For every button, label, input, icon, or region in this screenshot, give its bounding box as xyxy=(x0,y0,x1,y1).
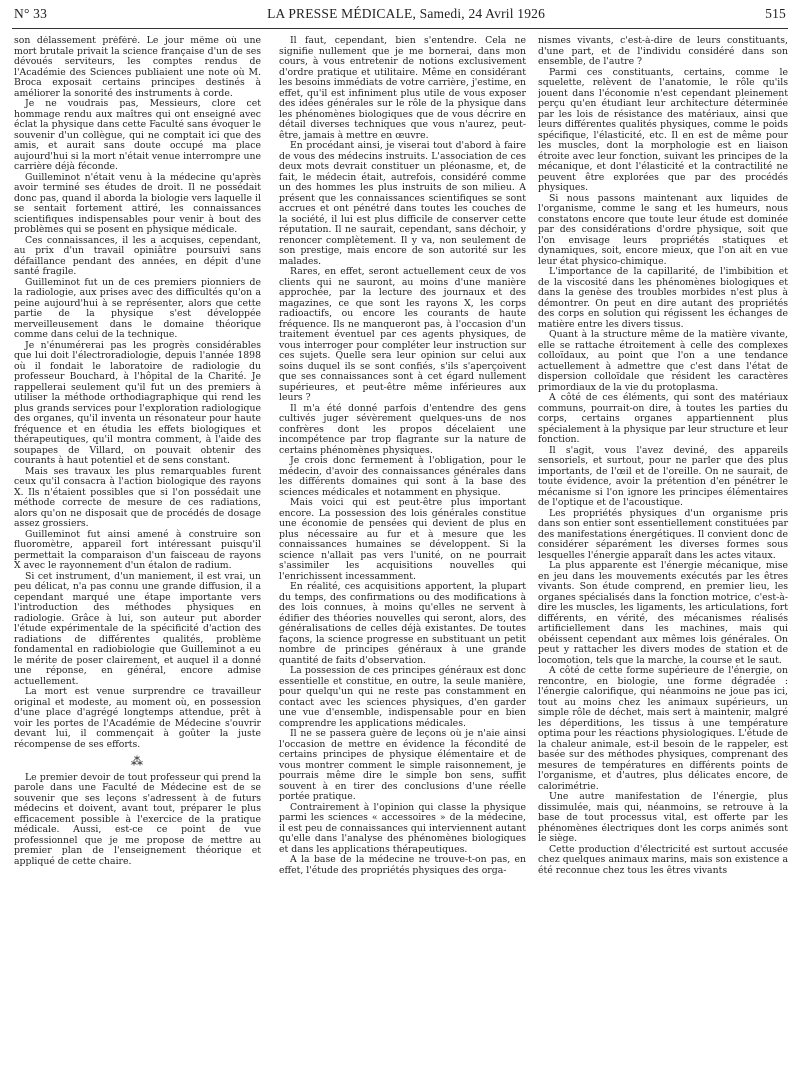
paragraph: Mais voici qui est peut-être plus important encore. La possession des lois générales constitue une économie de pensées qui devient de plus en plus nécessaire au fur et à mesure que les connaissances humaines se développent. Si la science n'allait pas vers l'unité, on ne pourrait s'assimiler les acquisitions nouvelles qui l'enrichissent incessamment. xyxy=(279,497,526,582)
paragraph: Cette production d'électricité est surtout accusée chez quelques animaux marins, mais son existence a été reconnue chez tous les êtres vivants xyxy=(538,843,788,876)
paragraph: Je crois donc fermement à l'obligation, pour le médecin, d'avoir des connaissances générales dans les différents domaines qui sont à la base des sciences médicales et notamment en physique. xyxy=(279,455,526,498)
paragraph: La mort est venue surprendre ce travailleur original et modeste, au moment où, en possession d'une place d'agrégé longtemps attendue, prêt à voir les portes de l'Académie de Médecine s'ouvrir devant lui, il commençait à goûter la juste récompense de ses efforts. xyxy=(14,686,261,750)
paragraph: Si nous passons maintenant aux liquides de l'organisme, comme le sang et les humeurs, nous constatons encore que toute leur étude est dominée par des considérations d'ordre physique, soit que l'on envisage leurs propriétés statiques et dynamiques, soit, encore mieux, que l'on ait en vue leur état physico-chimique. xyxy=(538,192,788,267)
paragraph: La plus apparente est l'énergie mécanique, mise en jeu dans les mouvements exécutés par les êtres vivants. Son étude comprend, en premier lieu, les organes spécialisés dans la fonction motrice, c'est-à-dire les muscles, les ligaments, les articulations, fort différents, en vérité, des mécanismes réalisés artificiellement dans les machines, mais qui obéissent cependant aux mêmes lois générales. On peut y rattacher les divers modes de station et de locomotion, tels que la marche, la course et le saut. xyxy=(538,560,788,666)
paragraph: Il m'a été donné parfois d'entendre des gens cultivés juger sévèrement quelques-uns de nos confrères dont les propos décelaient une incompétence par trop flagrante sur la nature de certains phénomènes physiques. xyxy=(279,402,526,456)
paragraph: Ces connaissances, il les a acquises, cependant, au prix d'un travail opiniâtre poursuivi sans défaillance pendant des années, en dépit d'une santé fragile. xyxy=(14,234,261,277)
journal-title: LA PRESSE MÉDICALE, Samedi, 24 Avril 1926 xyxy=(267,6,546,21)
paragraph: Mais ses travaux les plus remarquables furent ceux qu'il consacra à l'action biologique des rayons X. Ils n'étaient possibles que si l'on possédait une méthode correcte de mesure de ces radiations, alors qu'on ne disposait que de procédés de dosage assez grossiers. xyxy=(14,465,261,529)
paragraph: Le premier devoir de tout professeur qui prend la parole dans une Faculté de Médecine est de se souvenir que ses leçons s'adressent à de futurs médecins et doivent, avant tout, préparer le plus efficacement possible à l'exercice de la pratique médicale. Aussi, est-ce ce point de vue professionnel que je me propose de mettre au premier plan de l'enseignement théorique et appliqué de cette chaire. xyxy=(14,771,261,867)
issue-number: N° 33 xyxy=(14,6,48,21)
paragraph: La possession de ces principes généraux est donc essentielle et constitue, en outre, la seule manière, pour quelqu'un qui ne reste pas constamment en contact avec les sciences physiques, d'en garder une vue d'ensemble, indispensable pour en bien comprendre les applications médicales. xyxy=(279,665,526,729)
paragraph: En procédant ainsi, je viserai tout d'abord à faire de vous des médecins instruits. L'association de ces deux mots devrait constituer un pléonasme, et, de fait, le médecin était, autrefois, considéré comme un des hommes les plus instruits de son milieu. A présent que les connaissances scientifiques se sont accrues et ont pénétré dans toutes les couches de la société, il lui est plus difficile de conserver cette réputation. Il ne saurait, cependant, sans déchoir, y renoncer complètement. Il y va, non seulement de son prestige, mais encore de son autorité sur les malades. xyxy=(279,140,526,267)
paragraph: Il s'agit, vous l'avez deviné, des appareils sensoriels, et surtout, pour ne parler que des plus importants, de l'œil et de l'oreille. On ne saurait, de toute évidence, avoir la prétention d'en pénétrer le mécanisme si l'on ignore les principes élémentaires de l'optique et de l'acoustique. xyxy=(538,444,788,508)
paragraph: En réalité, ces acquisitions apportent, la plupart du temps, des confirmations ou des modifications à des lois connues, à moins qu'elles ne servent à édifier des théories nouvelles qui seront, alors, des généralisations de celles déjà existantes. De toutes façons, la science progresse en substituant un petit nombre de principes généraux à une grande quantité de faits d'observation. xyxy=(279,581,526,666)
text-column-3 xyxy=(538,36,788,1076)
paragraph: A côté de ces éléments, qui sont des matériaux communs, pourrait-on dire, à toutes les parties du corps, certains organes appartiennent plus spécialement à la physique par leur structure et leur fonction. xyxy=(538,392,788,445)
paragraph: Si cet instrument, d'un maniement, il est vrai, un peu délicat, n'a pas connu une grande diffusion, il a cependant marqué une étape importante vers l'introduction des méthodes physiques en radiologie. Grâce à lui, son auteur put aborder l'étude expérimentale de la spécificité d'action des radiations de différentes qualités, problème fondamental en radiobiologie que Guilleminot a eu le mérite de poser clairement, et auquel il a donné une réponse, en général, encore admise actuellement. xyxy=(14,570,261,687)
text-column-2 xyxy=(279,36,526,1076)
paragraph: Guilleminot fut un de ces premiers pionniers de la radiologie, aux prises avec des difficultés qu'on a peine aujourd'hui à se représenter, alors que cette partie de la physique s'est développée merveilleusement dans le domaine théorique comme dans celui de la technique. xyxy=(14,276,261,340)
paragraph: L'importance de la capillarité, de l'imbibition et de la viscosité dans les phénomènes biologiques et dans la genèse des troubles morbides n'est plus à démontrer. On peut en dire autant des propriétés des corps en solution qui régissent les échanges de matière entre les divers tissus. xyxy=(538,266,788,330)
paragraph: A côté de cette forme supérieure de l'énergie, on rencontre, en biologie, une forme dégradée : l'énergie calorifique, qui néanmoins ne joue pas ici, tout au moins chez les animaux supérieurs, un simple rôle de déchet, mais sert à maintenir, malgré les déperditions, les tissus à une température optima pour les réactions physiologiques. L'étude de la chaleur animale, est-il besoin de le rappeler, est basée sur des méthodes physiques, comprenant des mesures de températures en différents points de l'organisme, et d'autres, plus délicates encore, de calorimétrie. xyxy=(538,665,788,792)
paragraph: Je ne voudrais pas, Messieurs, clore cet hommage rendu aux maîtres qui ont enseigné avec éclat la physique dans cette Faculté sans évoquer le souvenir d'un collègue, qui ne comptait ici que des amis, et aurait sans doute occupé ma place aujourd'hui si la mort n'était venue interrompre une carrière déjà féconde. xyxy=(14,98,261,172)
text-column-1 xyxy=(14,36,261,1076)
paragraph: son délassement préféré. Le jour même où une mort brutale privait la science française d'un de ses dévoués serviteurs, les comptes rendus de l'Académie des Sciences publiaient une note où M. Broca exposait certains principes destinés à améliorer la sonorité des instruments à corde. xyxy=(14,36,261,99)
page-header xyxy=(14,3,786,25)
paragraph: Il ne se passera guère de leçons où je n'aie ainsi l'occasion de mettre en évidence la fécondité de certains principes de physique élémentaire et de vous montrer comment le simple raisonnement, je pourrais même dire le simple bon sens, suffit souvent à en tirer des conclusions d'une réelle portée pratique. xyxy=(279,728,526,802)
paragraph: Une autre manifestation de l'énergie, plus dissimulée, mais qui, néanmoins, se retrouve à la base de tout processus vital, est offerte par les phénomènes électriques dont les corps animés sont le siège. xyxy=(538,791,788,844)
paragraph: Guilleminot fut ainsi amené à construire son fluoromètre, appareil fort intéressant puisqu'il permettait la comparaison d'un faisceau de rayons X avec le rayonnement d'un étalon de radium. xyxy=(14,528,261,571)
page-number: 515 xyxy=(765,6,786,21)
paragraph: Contrairement à l'opinion qui classe la physique parmi les sciences « accessoires » de la médecine, il est peu de connaissances qui interviennent autant qu'elle dans l'analyse des phénomènes biologiques et dans les applications thérapeutiques. xyxy=(279,801,526,855)
paragraph: Guilleminot n'était venu à la médecine qu'après avoir terminé ses études de droit. Il ne possédait donc pas, quand il aborda la biologie vers laquelle il se sentait fortement attiré, les connaissances scientifiques indispensables pour venir à bout des problèmes qui se posent en physique médicale. xyxy=(14,171,261,235)
header-rule xyxy=(12,28,788,29)
section-separator: ⁂ xyxy=(131,754,144,768)
paragraph: Quant à la structure même de la matière vivante, elle se rattache étroitement à celle des complexes colloïdaux, au point que l'on a une tendance actuellement à admettre que c'est dans l'état de dispersion colloïdale que résident les caractères primordiaux de la vie du protoplasma. xyxy=(538,329,788,393)
paragraph: Il faut, cependant, bien s'entendre. Cela ne signifie nullement que je me bornerai, dans mon cours, à vous entretenir de notions exclusivement d'ordre pratique et utilitaire. Même en considérant les besoins immédiats de votre carrière, j'estime, en effet, qu'il est infiniment plus utile de vous exposer des idées générales sur le rôle de la physique dans les phénomènes biologiques que de vous décrire en détail diverses techniques que vous n'aurez, peut-être, jamais à mettre en œuvre. xyxy=(279,36,526,141)
paragraph: Je n'énumérerai pas les progrès considérables que lui doit l'électroradiologie, depuis l'année 1898 où il fondait le laboratoire de radiologie du professeur Bouchard, à l'hôpital de la Charité. Je rappellerai seulement qu'il fut un des premiers à utiliser la méthode orthodiagraphique qui rend les plus grands services pour l'exploration radiologique des organes, qu'il inventa un résonateur pour haute fréquence et en étudia les effets biologiques et thérapeutiques, qu'il montra comment, à l'aide des soupapes de Villard, on pouvait obtenir des courants à haut potentiel et de sens constant. xyxy=(14,339,261,466)
paragraph: Rares, en effet, seront actuellement ceux de vos clients qui ne sauront, au moins d'une manière approchée, par la lecture des journaux et des magazines, ce que sont les rayons X, les corps radioactifs, ou encore les courants de haute fréquence. Ils ne manqueront pas, à l'occasion d'un traitement éventuel par ces agents physiques, de vous interroger pour compléter leur instruction sur ces sujets. Quelle sera leur opinion sur celui aux soins duquel ils se sont confiés, s'ils s'aperçoivent que ses connaissances sont à cet égard nullement supérieures, et peut-être même inférieures aux leurs ? xyxy=(279,266,526,403)
paragraph: A la base de la médecine ne trouve-t-on pas, en effet, l'étude des propriétés physiques des orga- xyxy=(279,854,526,876)
paragraph: nismes vivants, c'est-à-dire de leurs constituants, d'une part, et de l'individu considéré dans son ensemble, de l'autre ? xyxy=(538,36,788,67)
paragraph: Parmi ces constituants, certains, comme le squelette, relèvent de l'anatomie, le rôle qu'ils jouent dans l'économie n'est cependant pleinement perçu qu'en étudiant leur architecture déterminée par les lois de résistance des matériaux, ainsi que leurs différentes qualités physiques, comme le poids spécifique, l'élasticité, etc. Il en est de même pour les muscles, dont la morphologie est en liaison étroite avec leur fonction, suivant les principes de la mécanique, et dont l'élasticité et la contractilité ne peuvent être explorées que par des procédés physiques. xyxy=(538,66,788,193)
paragraph: Les propriétés physiques d'un organisme pris dans son entier sont essentiellement constituées par des manifestations énergétiques. Il convient donc de considérer séparément les diverses formes sous lesquelles l'énergie apparaît dans les actes vitaux. xyxy=(538,507,788,561)
